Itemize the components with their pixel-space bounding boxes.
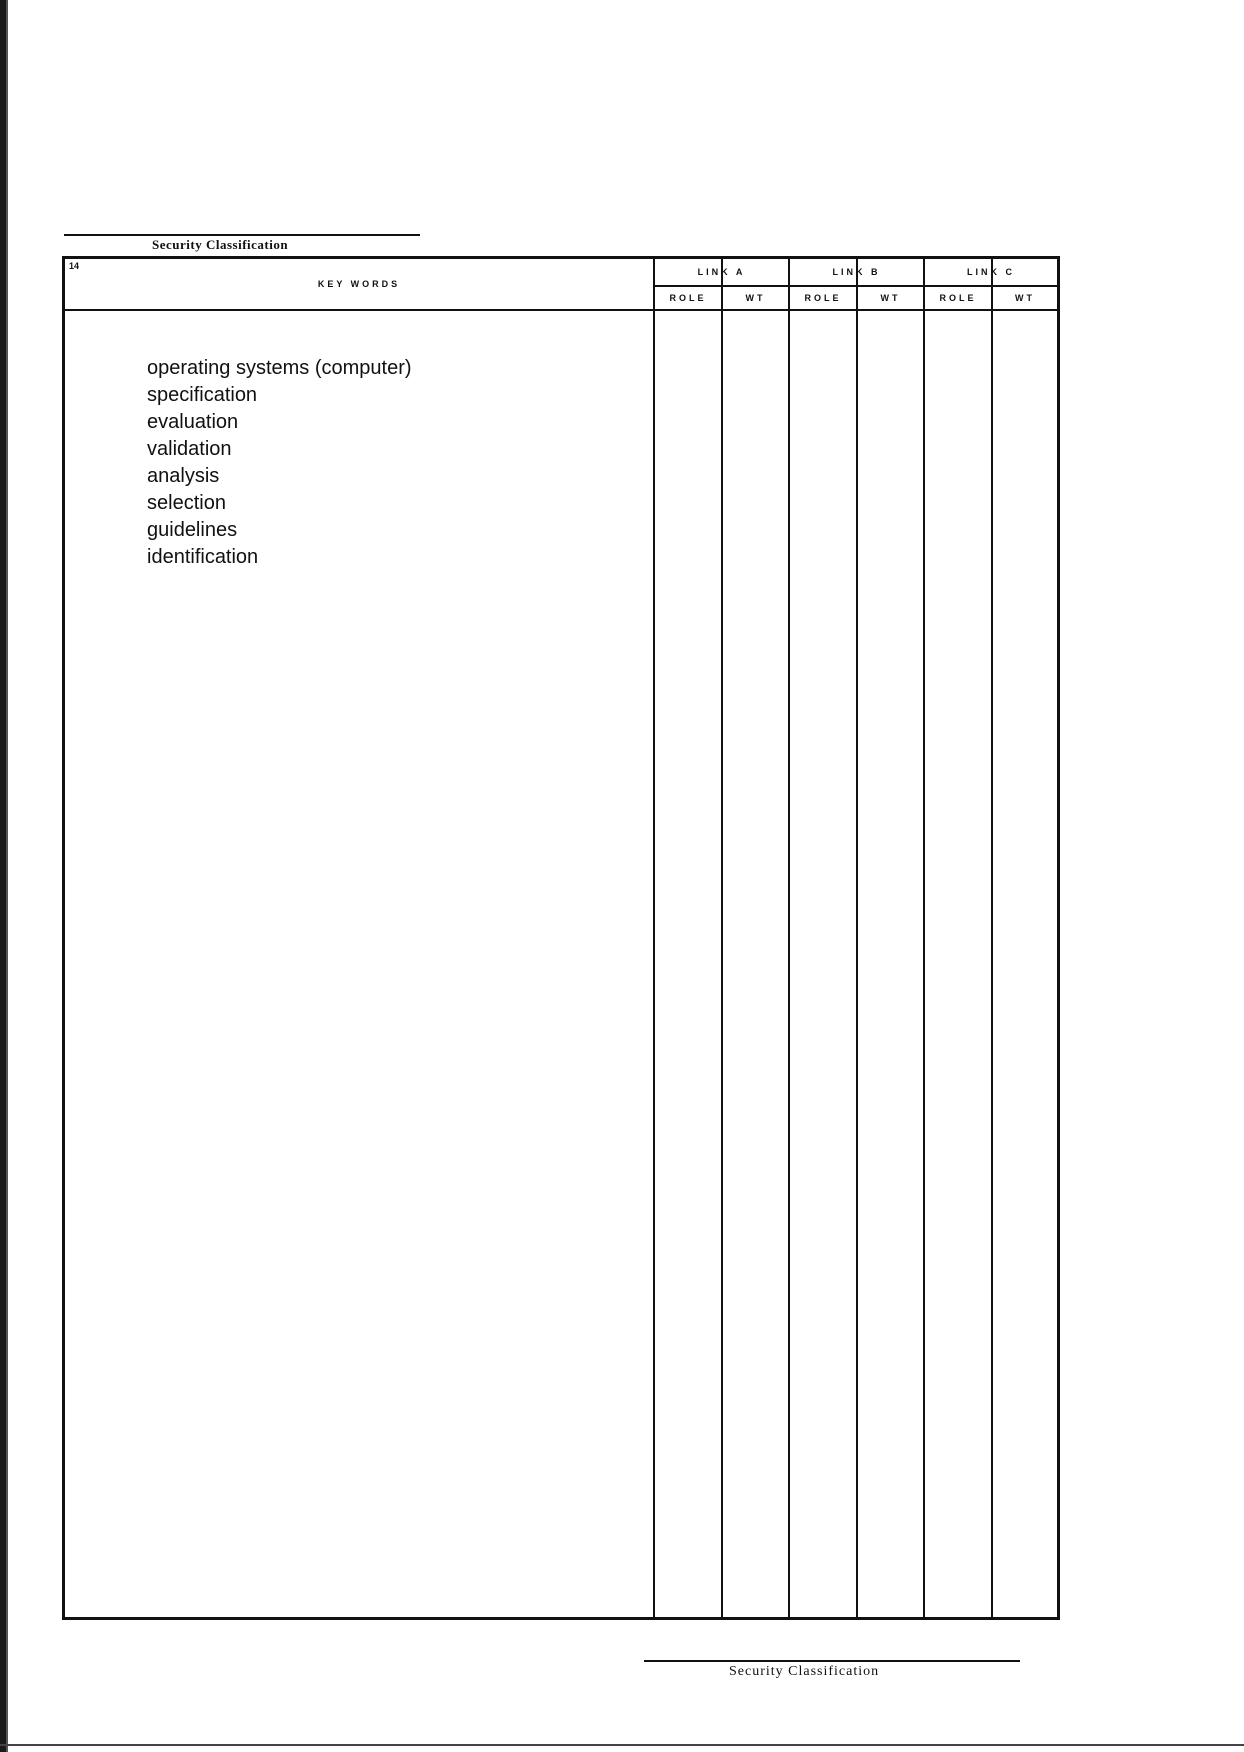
header-bottom-rule xyxy=(65,309,1057,311)
link-b-header: LINK B xyxy=(832,267,881,277)
column-divider xyxy=(721,259,723,1617)
column-divider xyxy=(788,259,790,1617)
keyword-item: validation xyxy=(147,438,232,460)
link-a-wt-header: WT xyxy=(745,293,766,303)
scan-bottom-edge xyxy=(0,1744,1244,1746)
link-c-header: LINK C xyxy=(967,267,1015,277)
column-divider xyxy=(991,259,993,1617)
top-security-classification: Security Classification xyxy=(152,237,289,252)
item-number: 14 xyxy=(69,261,80,271)
keyword-item: guidelines xyxy=(147,519,238,541)
link-a-role-header: ROLE xyxy=(669,293,707,303)
key-words-header: KEY WORDS xyxy=(317,279,401,289)
column-divider xyxy=(653,259,655,1617)
keyword-item: operating systems (computer) xyxy=(147,357,412,379)
scan-left-edge xyxy=(0,0,10,1752)
link-c-role-header: ROLE xyxy=(939,293,977,303)
top-classification-rule xyxy=(64,234,420,236)
column-divider xyxy=(856,259,858,1617)
column-divider xyxy=(923,259,925,1617)
keyword-list xyxy=(147,355,412,571)
keyword-item: evaluation xyxy=(147,411,239,433)
bottom-security-classification: Security Classification xyxy=(729,1664,880,1679)
link-b-wt-header: WT xyxy=(880,293,901,303)
link-a-header: LINK A xyxy=(697,267,746,277)
keyword-item: analysis xyxy=(147,465,220,487)
keyword-item: identification xyxy=(147,546,259,568)
keyword-item: specification xyxy=(147,384,258,406)
link-c-wt-header: WT xyxy=(1015,293,1035,303)
link-b-role-header: ROLE xyxy=(804,293,842,303)
keyword-item: selection xyxy=(147,492,226,514)
bottom-classification-rule xyxy=(644,1660,1020,1662)
key-words-form xyxy=(62,256,1060,1620)
